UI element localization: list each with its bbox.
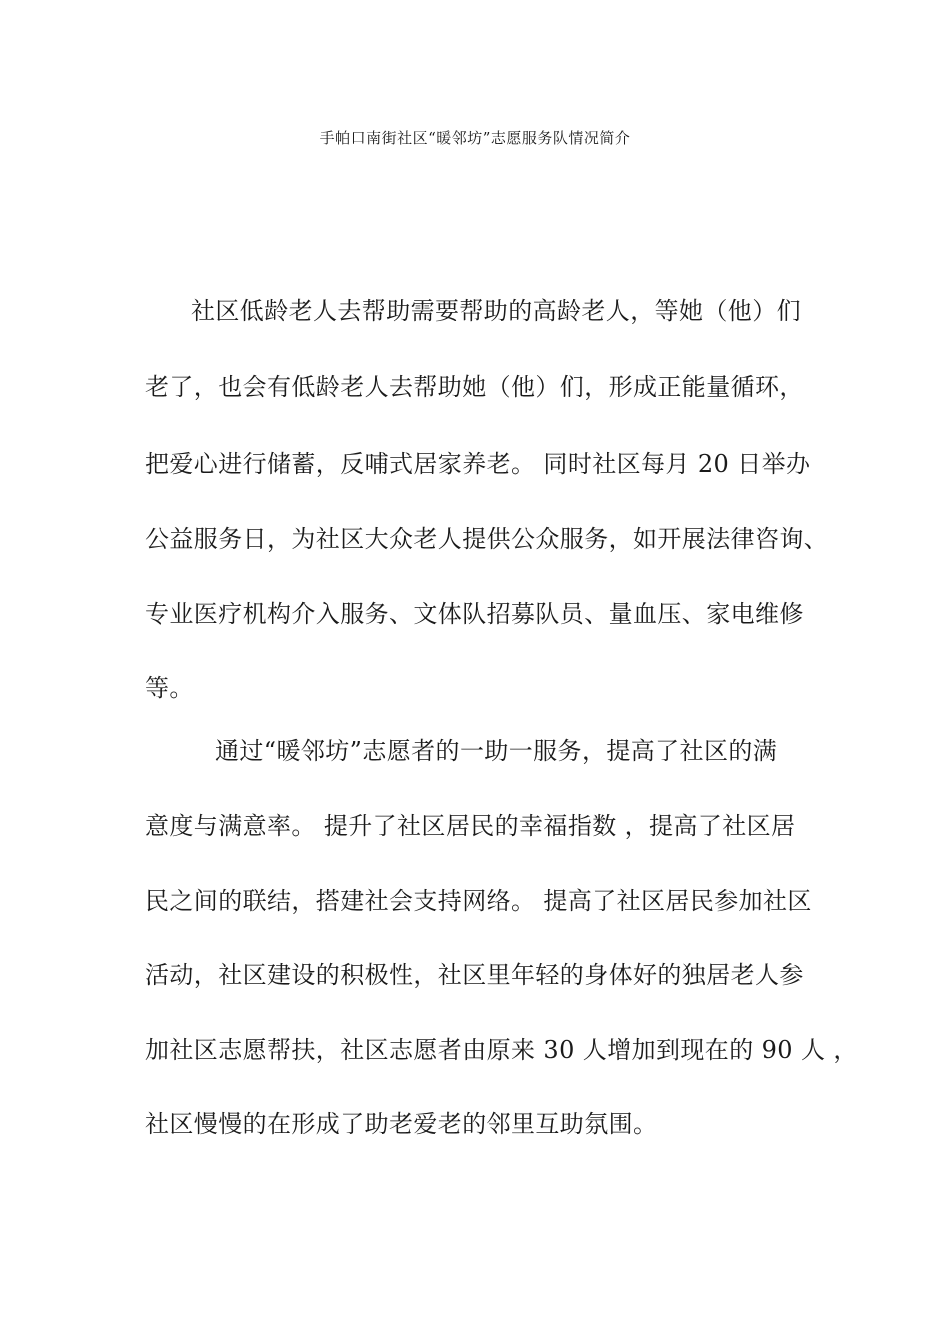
- paragraph-2-line: 民之间的联结，搭建社会支持网络。 提高了社区居民参加社区: [145, 887, 812, 915]
- document-title: 手帕口南街社区“暖邻坊”志愿服务队情况简介: [319, 129, 631, 147]
- paragraph-2-line: 加社区志愿帮扶，社区志愿者由原来 30 人增加到现在的 90 人 ，: [145, 1036, 858, 1064]
- paragraph-1-line: 把爱心进行储蓄，反哺式居家养老。 同时社区每月 20 日举办: [145, 450, 811, 478]
- paragraph-2-line: 意度与满意率。 提升了社区居民的幸福指数 ，提高了社区居: [145, 812, 796, 840]
- paragraph-1-line: 公益服务日，为社区大众老人提供公众服务，如开展法律咨询、: [145, 525, 829, 553]
- paragraph-2-line: 社区慢慢的在形成了助老爱老的邻里互助氛围。: [145, 1110, 658, 1138]
- paragraph-2-line: 活动，社区建设的积极性，社区里年轻的身体好的独居老人参: [145, 961, 804, 989]
- paragraph-1-line: 等。: [145, 674, 194, 702]
- paragraph-1-line: 老了，也会有低龄老人去帮助她（他）们，形成正能量循环，: [145, 373, 804, 401]
- paragraph-2-line: 通过“暖邻坊”志愿者的一助一服务，提高了社区的满: [215, 737, 778, 765]
- paragraph-1-line: 专业医疗机构介入服务、文体队招募队员、量血压、家电维修: [145, 600, 804, 628]
- paragraph-1-line: 社区低龄老人去帮助需要帮助的高龄老人，等她（他）们: [191, 297, 801, 325]
